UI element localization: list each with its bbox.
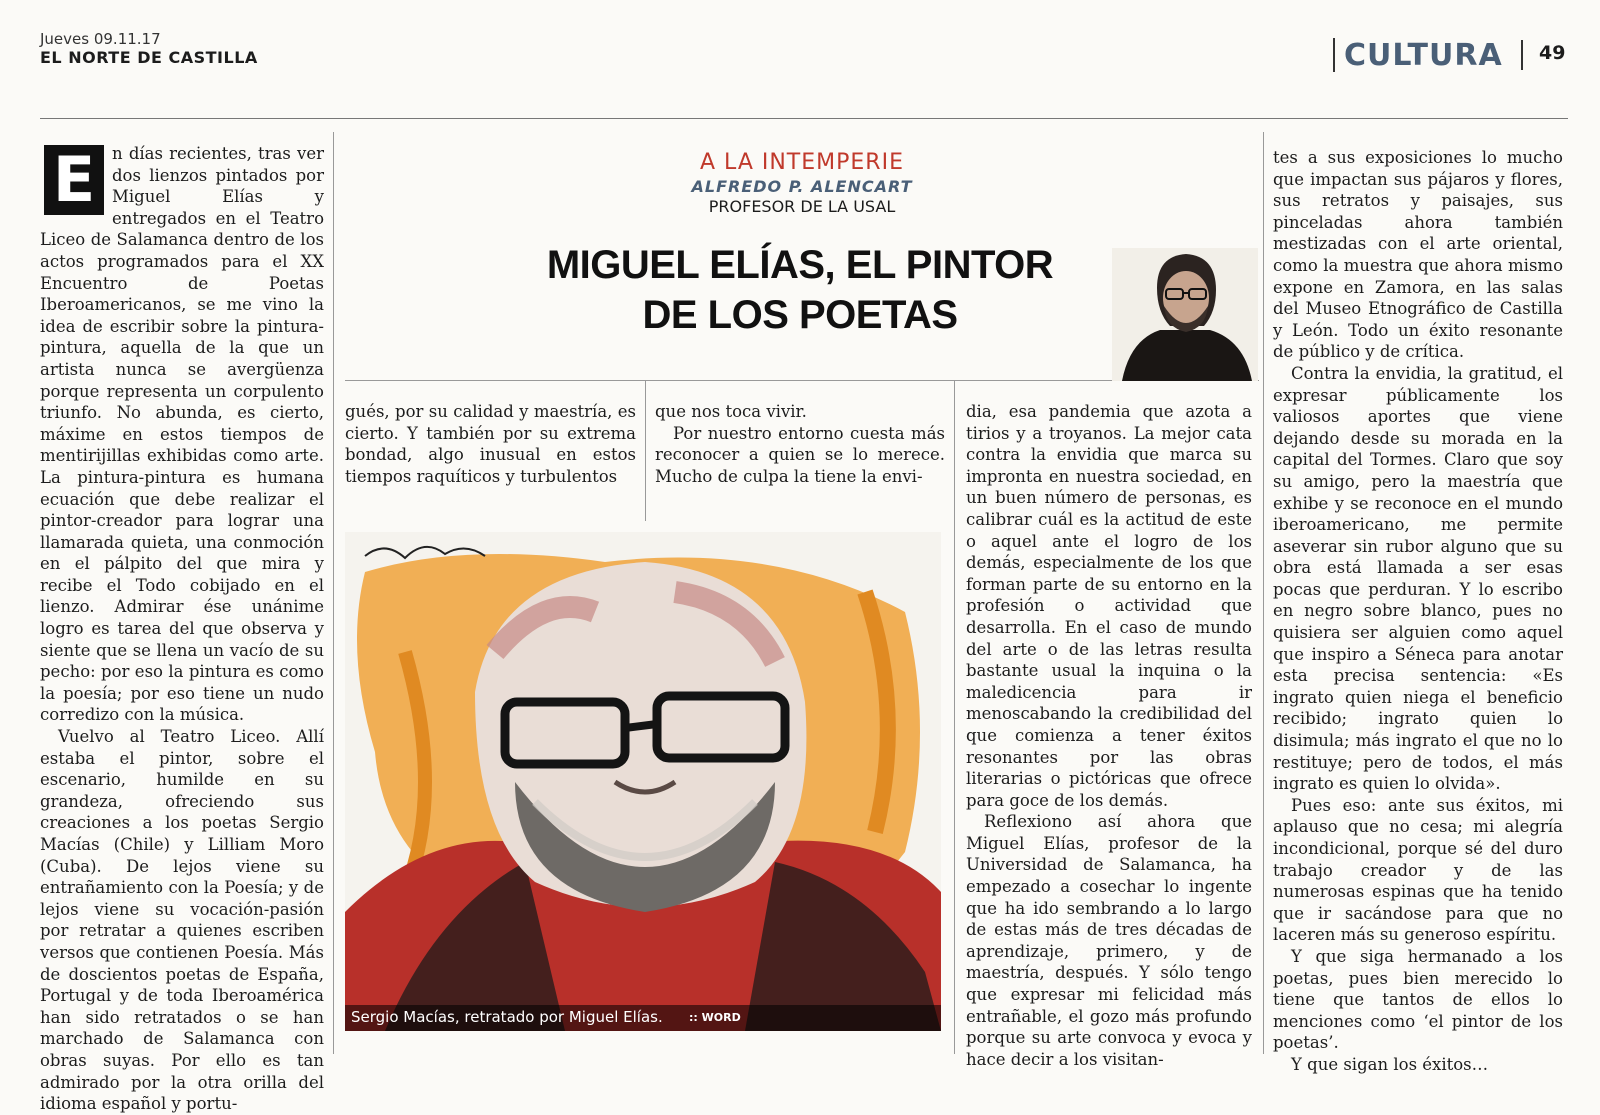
paragraph: Por nuestro entorno cuesta más reconocer a quien se lo merece. Mucho de culpa la tiene la envi- xyxy=(655,423,945,486)
author-name: ALFREDO P. ALENCART xyxy=(691,177,913,196)
paragraph: Reflexiono así ahora que Miguel Elías, profesor de la Universidad de Salamanca, ha empezado a cosechar lo ingente que ha ido sembrando a lo largo de estas más de tres décadas de aprendizaje, primero, y de maestría, después. Y sólo tengo que expresar mi felicidad más entrañable, el gozo más profundo porque su arte convoca y evoca y hace decir a los visitan- xyxy=(966,812,1252,1069)
page-number: 49 xyxy=(1539,42,1566,64)
headline-line-1: MIGUEL ELÍAS, EL PINTOR xyxy=(546,243,1054,287)
article-column-4 xyxy=(966,401,1252,1070)
image-caption: Sergio Macías, retratado por Miguel Elías. xyxy=(351,1008,663,1026)
column-rule xyxy=(333,132,334,1054)
section-name: CULTURA xyxy=(1344,38,1503,73)
headline-line-2: DE LOS POETAS xyxy=(642,293,958,337)
column-rule xyxy=(645,381,646,521)
page-divider xyxy=(1521,40,1523,70)
section-divider xyxy=(1333,38,1335,72)
paragraph: tes a sus exposiciones lo mucho que impactan sus pájaros y flores, sus retratos y paisajes, sus pinceladas ahora también mestizadas con el arte oriental, como la muestra que ahora mismo expone en Zamora, en las salas del Museo Etnográfico de Castilla y León. Todo un éxito resonante de público y de crítica. xyxy=(1273,148,1563,362)
article-column-5 xyxy=(1273,147,1563,1076)
article-column-3 xyxy=(655,401,945,487)
paragraph: Y que siga hermanado a los poetas, pues bien merecido lo tiene que tantos de ellos lo menciones como ‘el pintor de los poetas’. xyxy=(1273,946,1563,1053)
paragraph: n días recientes, tras ver dos lienzos pintados por Miguel Elías y entregados en el Teatro Liceo de Salamanca dentro de los actos programados para el XX Encuentro de Poetas Iberoamericanos, se me vino la idea de escribir sobre la pintura-pintura, aquella de la que un artista nunca se avergüenza porque representa un corpulento triunfo. No abunda, es cierto, máxime en estos tiempos de mentirijillas exhibidas como arte. La pintura-pintura es humana ecuación que debe realizar el pintor-creador para lograr una llamarada quieta, una conmoción en el pálpito del que mira y recibe el Todo cobijado en el lienzo. Admirar ése unánime logro es tarea del que observa y siente que se llena un vacío de su pecho: por eso la pintura es como la poesía; por eso tiene un nudo corredizo con la música. xyxy=(40,144,324,725)
author-photo xyxy=(1112,248,1258,381)
header-rule xyxy=(40,118,1568,119)
column-rule xyxy=(954,381,955,1054)
newspaper-name: EL NORTE DE CASTILLA xyxy=(40,48,258,67)
paragraph: que nos toca vivir. xyxy=(655,402,807,421)
section-kicker: A LA INTEMPERIE xyxy=(700,150,904,175)
paragraph: gués, por su calidad y maestría, es cierto. Y también por su extrema bondad, algo inusual en estos tiempos raquíticos y turbulentos xyxy=(345,402,636,486)
article-painting xyxy=(345,532,941,1031)
drop-cap: E xyxy=(44,145,104,215)
article-column-2 xyxy=(345,401,636,487)
article-headline xyxy=(500,240,1100,340)
article-column-1 xyxy=(40,143,324,1115)
paragraph: Contra la envidia, la gratitud, el expresar públicamente los valiosos aportes que viene dejando desde su morada en la capital del Tormes. Claro que soy su amigo, pero la maestría que exhibe y se reconoce en el mundo iberoamericano, me permite aseverar sin rubor alguno que su obra está llamada a ser esas pocas que perduran. Y lo escribo en negro sobre blanco, pues no quisiera ser alguien como aquel que inspiro a Séneca para anotar esta precisa sentencia: «Es ingrato quien niega el beneficio recibido; ingrato quien lo disimula; más ingrato el que no lo restituye; pero de todos, el más ingrato es quien lo olvida». xyxy=(1273,363,1563,794)
paragraph: Vuelvo al Teatro Liceo. Allí estaba el pintor, sobre el escenario, humilde en su grandeza, ofreciendo sus creaciones a los poetas Sergio Macías (Chile) y Lilliam Moro (Cuba). De lejos viene su entrañamiento con la Poesía; y de lejos viene su vocación-pasión por retratar a quienes escriben versos que contienen Poesía. Más de doscientos poetas de España, Portugal y de toda Iberoamérica han sido retratados o se han marchado de Salamanca con obras suyas. Por ello es tan admirado por la otra orilla del idioma español y portu- xyxy=(40,727,324,1114)
image-credit: :: WORD xyxy=(689,1011,741,1024)
paragraph: dia, esa pandemia que azota a tirios y a troyanos. La mejor cata contra la envidia que marca su impronta en nuestra sociedad, en un buen número de personas, es calibrar cuál es la actitud de este o aquel ante el logro de los demás, especialmente de los que forman parte de su entorno en la profesión o actividad que desarrolla. En el caso de mundo del arte o de las letras resulta bastante usual la inquina o la maledicencia para ir menoscabando la credibilidad del que comienza a tener éxitos resonantes por las obras literarias o pictóricas que ofrece para goce de los demás. xyxy=(966,402,1252,810)
issue-date: Jueves 09.11.17 xyxy=(40,30,161,48)
paragraph: Y que sigan los éxitos… xyxy=(1291,1054,1489,1074)
column-rule xyxy=(1263,132,1264,1054)
author-role: PROFESOR DE LA USAL xyxy=(708,197,896,216)
paragraph: Pues eso: ante sus éxitos, mi aplauso que no cesa; mi alegría incondicional, porque sé del duro trabajo creador y de las numerosas espinas que ha tenido que ir sacándose para que no laceren más su generoso espíritu. xyxy=(1273,795,1563,945)
